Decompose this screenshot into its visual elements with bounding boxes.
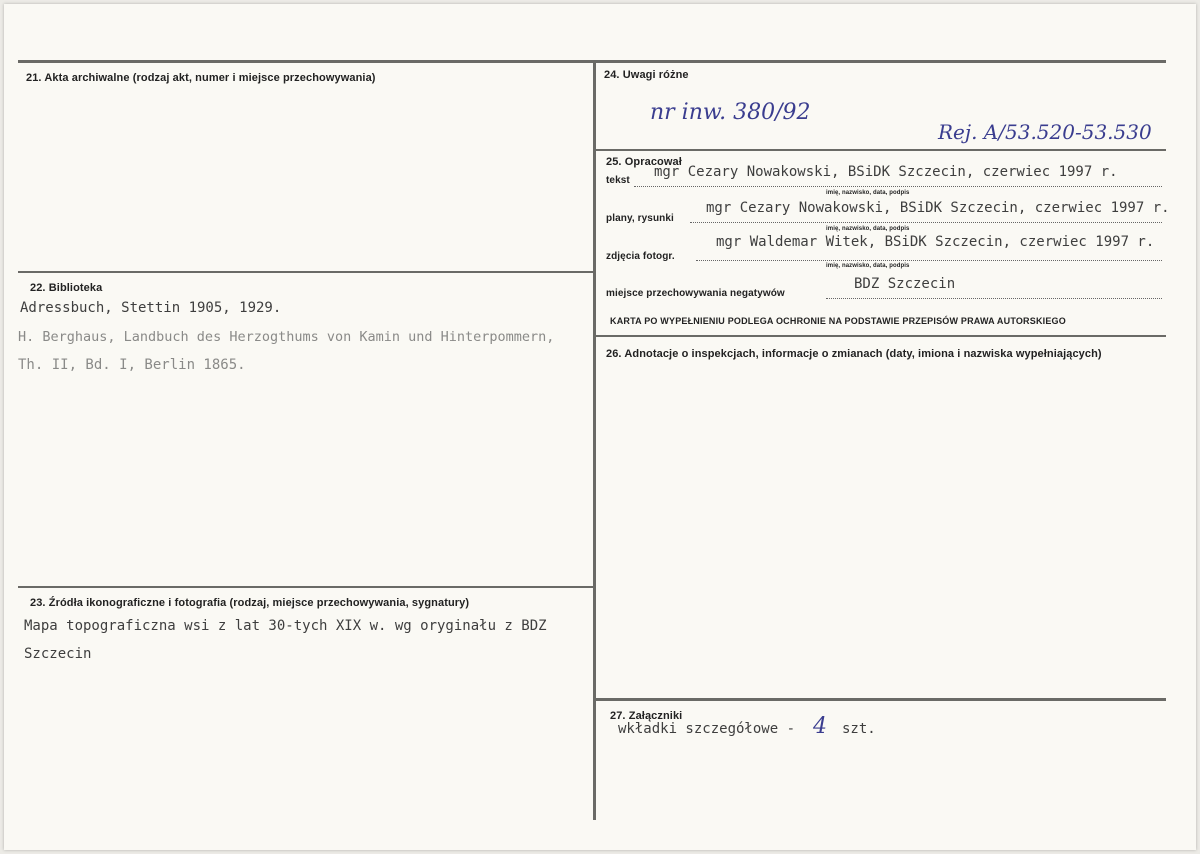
library-line-3: Th. II, Bd. I, Berlin 1865. <box>18 357 246 373</box>
section-21-label: 21. Akta archiwalne (rodzaj akt, numer i miejsce przechowywania) <box>26 72 376 84</box>
plany-caption: imię, nazwisko, data, podpis <box>826 226 910 232</box>
section-23-label: 23. Źródła ikonograficzne i fotografia (rodzaj, miejsce przechowywania, sygnatury) <box>30 597 470 609</box>
section-24-label: 24. Uwagi różne <box>604 69 689 81</box>
iconography-line-1: Mapa topograficzna wsi z lat 30-tych XIX w. wg oryginału z BDZ <box>24 618 547 634</box>
divider-22-23 <box>18 586 594 588</box>
tekst-dotted-line <box>634 186 1162 187</box>
center-divider-line <box>593 62 596 820</box>
tekst-label: tekst <box>606 175 630 186</box>
section-25-label: 25. Opracował <box>606 156 682 168</box>
tekst-value: mgr Cezary Nowakowski, BSiDK Szczecin, czerwiec 1997 r. <box>654 164 1118 180</box>
divider-25-26 <box>594 335 1166 337</box>
divider-21-22 <box>18 271 594 273</box>
section-26-label: 26. Adnotacje o inspekcjach, informacje o zmianach (daty, imiona i nazwiska wypełniających) <box>606 348 1102 360</box>
library-line-2: H. Berghaus, Landbuch des Herzogthums von Kamin und Hinterpommern, <box>18 329 555 345</box>
attachments-count: 4 <box>813 714 827 739</box>
attachments-unit: szt. <box>842 721 876 737</box>
divider-26-27 <box>594 698 1166 701</box>
plany-label: plany, rysunki <box>606 213 674 224</box>
tekst-caption: imię, nazwisko, data, podpis <box>826 190 910 196</box>
section-27-label: 27. Załączniki <box>610 710 683 722</box>
attachments-value: wkładki szczegółowe - <box>618 721 796 737</box>
negatywy-dotted-line <box>826 298 1162 299</box>
negatywy-label: miejsce przechowywania negatywów <box>606 288 785 299</box>
section-22-label: 22. Biblioteka <box>30 282 103 294</box>
zdjecia-dotted-line <box>696 260 1162 261</box>
copyright-notice: KARTA PO WYPEŁNIENIU PODLEGA OCHRONIE NA PODSTAWIE PRZEPISÓW PRAWA AUTORSKIEGO <box>610 316 1066 326</box>
negatywy-value: BDZ Szczecin <box>854 276 956 292</box>
library-line-1: Adressbuch, Stettin 1905, 1929. <box>20 300 282 316</box>
top-border-line <box>18 60 1166 63</box>
plany-dotted-line <box>690 222 1162 223</box>
handwritten-inventory-number: nr inw. 380/92 <box>650 100 811 125</box>
zdjecia-caption: imię, nazwisko, data, podpis <box>826 263 910 269</box>
plany-value: mgr Cezary Nowakowski, BSiDK Szczecin, czerwiec 1997 r. <box>706 200 1170 216</box>
handwritten-register-number: Rej. A/53.520-53.530 <box>938 120 1152 144</box>
zdjecia-value: mgr Waldemar Witek, BSiDK Szczecin, czerwiec 1997 r. <box>716 234 1155 250</box>
divider-24-25 <box>594 149 1166 151</box>
zdjecia-label: zdjęcia fotogr. <box>606 251 675 262</box>
iconography-line-2: Szczecin <box>24 646 92 662</box>
